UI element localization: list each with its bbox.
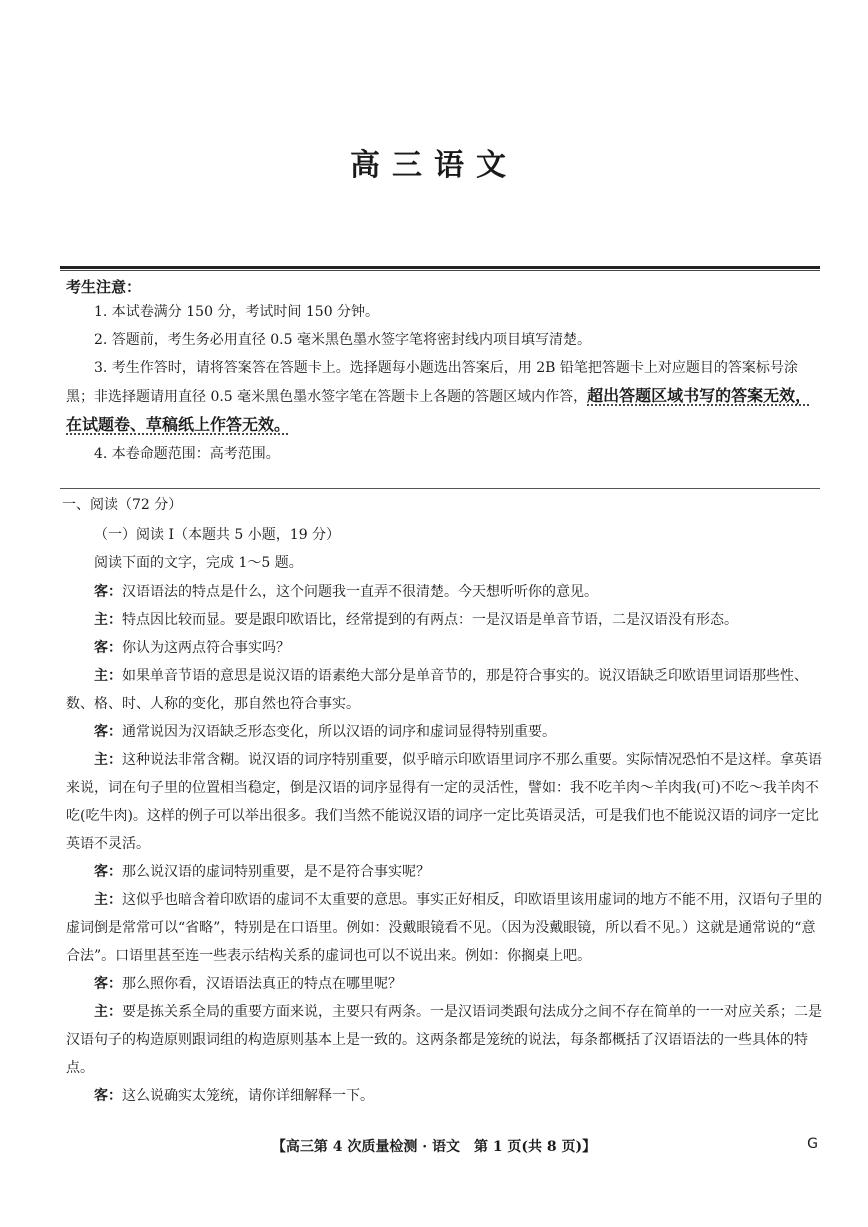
dialogue-speaker: 主：: [94, 612, 122, 628]
dialogue-speaker: 客：: [94, 724, 122, 740]
title-divider: [60, 266, 820, 269]
dialogue-passage: [66, 578, 822, 1110]
dialogue-text: 汉语语法的特点是什么，这个问题我一直弄不很清楚。今天想听听你的意见。: [122, 584, 598, 600]
notice-item-2: 2. 答题前，考生务必用直径 0.5 毫米黑色墨水签字笔将密封线内项目填写清楚。: [94, 332, 591, 348]
notice-emphasis: 超出答题区域书写的答案无效，在试题卷、草稿纸上作答无效。: [66, 386, 812, 434]
dialogue-line: [66, 1082, 822, 1110]
dialogue-line: [66, 718, 822, 746]
section-heading: 一、阅读（72 分）: [62, 497, 183, 513]
section-divider: [60, 488, 820, 489]
reading-instruction: 阅读下面的文字，完成 1～5 题。: [94, 555, 303, 571]
dialogue-speaker: 客：: [94, 976, 122, 992]
dialogue-text: 通常说因为汉语缺乏形态变化，所以汉语的词序和虚词显得特别重要。: [122, 724, 556, 740]
dialogue-line: [66, 998, 822, 1082]
dialogue-speaker: 客：: [94, 864, 122, 880]
dialogue-speaker: 主：: [94, 752, 122, 768]
dialogue-text: 你认为这两点符合事实吗？: [122, 640, 290, 656]
dialogue-text: 那么照你看，汉语语法真正的特点在哪里呢？: [122, 976, 402, 992]
dialogue-line: [66, 970, 822, 998]
dialogue-speaker: 客：: [94, 640, 122, 656]
notice-heading: 考生注意：: [66, 278, 142, 296]
dialogue-line: [66, 578, 822, 606]
dialogue-text: 要是拣关系全局的重要方面来说，主要只有两条。一是汉语词类跟句法成分之间不存在简单的一一对应关系；二是汉语句子的构造原则跟词组的构造原则基本上是一致的。这两条都是笼统的说法，每条都概括了汉语语法的一些具体的特点。: [66, 1004, 822, 1076]
dialogue-line: [66, 886, 822, 970]
dialogue-text: 这似乎也暗含着印欧语的虚词不太重要的意思。事实正好相反，印欧语里该用虚词的地方不能不用，汉语句子里的虚词倒是常常可以“省略”，特别是在口语里。例如：没戴眼镜看不见。（因为没戴眼镜，所以看不见。）这就是通常说的“意合法”。口语里甚至连一些表示结构关系的虚词也可以不说出来。例如：你搁桌上吧。: [66, 892, 822, 964]
corner-mark: G: [807, 1136, 818, 1152]
notice-list: [66, 298, 822, 468]
notice-item-4: 4. 本卷命题范围：高考范围。: [94, 446, 280, 462]
dialogue-line: [66, 634, 822, 662]
title-divider-thin: [60, 270, 820, 271]
subsection-heading: （一）阅读 Ⅰ（本题共 5 小题，19 分）: [94, 527, 341, 543]
dialogue-speaker: 客：: [94, 1088, 122, 1104]
dialogue-line: [66, 858, 822, 886]
dialogue-speaker: 客：: [94, 584, 122, 600]
dialogue-text: 那么说汉语的虚词特别重要，是不是符合事实呢？: [122, 864, 430, 880]
notice-item-3: [66, 354, 822, 440]
notice-item-1: 1. 本试卷满分 150 分，考试时间 150 分钟。: [94, 304, 380, 320]
dialogue-line: [66, 662, 822, 718]
dialogue-speaker: 主：: [94, 668, 122, 684]
page-footer: 【高三第 4 次质量检测 · 语文 第 1 页(共 8 页)】: [271, 1139, 597, 1155]
dialogue-line: [66, 606, 822, 634]
dialogue-speaker: 主：: [94, 892, 122, 908]
dialogue-speaker: 主：: [94, 1004, 122, 1020]
dialogue-text: 这么说确实太笼统，请你详细解释一下。: [122, 1088, 374, 1104]
dialogue-line: [66, 746, 822, 858]
dialogue-text: 特点因比较而显。要是跟印欧语比，经常提到的有两点：一是汉语是单音节语，二是汉语没有形态。: [122, 612, 738, 628]
dialogue-text: 如果单音节语的意思是说汉语的语素绝大部分是单音节的，那是符合事实的。说汉语缺乏印欧语里词语那些性、数、格、时、人称的变化，那自然也符合事实。: [66, 668, 808, 712]
dialogue-text: 这种说法非常含糊。说汉语的词序特别重要，似乎暗示印欧语里词序不那么重要。实际情况恐怕不是这样。拿英语来说，词在句子里的位置相当稳定，倒是汉语的词序显得有一定的灵活性，譬如：我不吃羊肉～羊肉我(可)不吃～我羊肉不吃(吃牛肉)。这样的例子可以举出很多。我们当然不能说汉语的词序一定比英语灵活，可是我们也不能说汉语的词序一定比英语不灵活。: [66, 752, 822, 852]
notice-item-3-text: 3. 考生作答时，请将答案答在答题卡上。选择题每小题选出答案后，用 2B 铅笔把答题卡上对应题目的答案标号涂黑；非选择题请用直径 0.5 毫米黑色墨水签字笔在答题卡上各题的答题区域内作答，: [66, 360, 798, 405]
page-title: 高三语文: [350, 148, 518, 183]
